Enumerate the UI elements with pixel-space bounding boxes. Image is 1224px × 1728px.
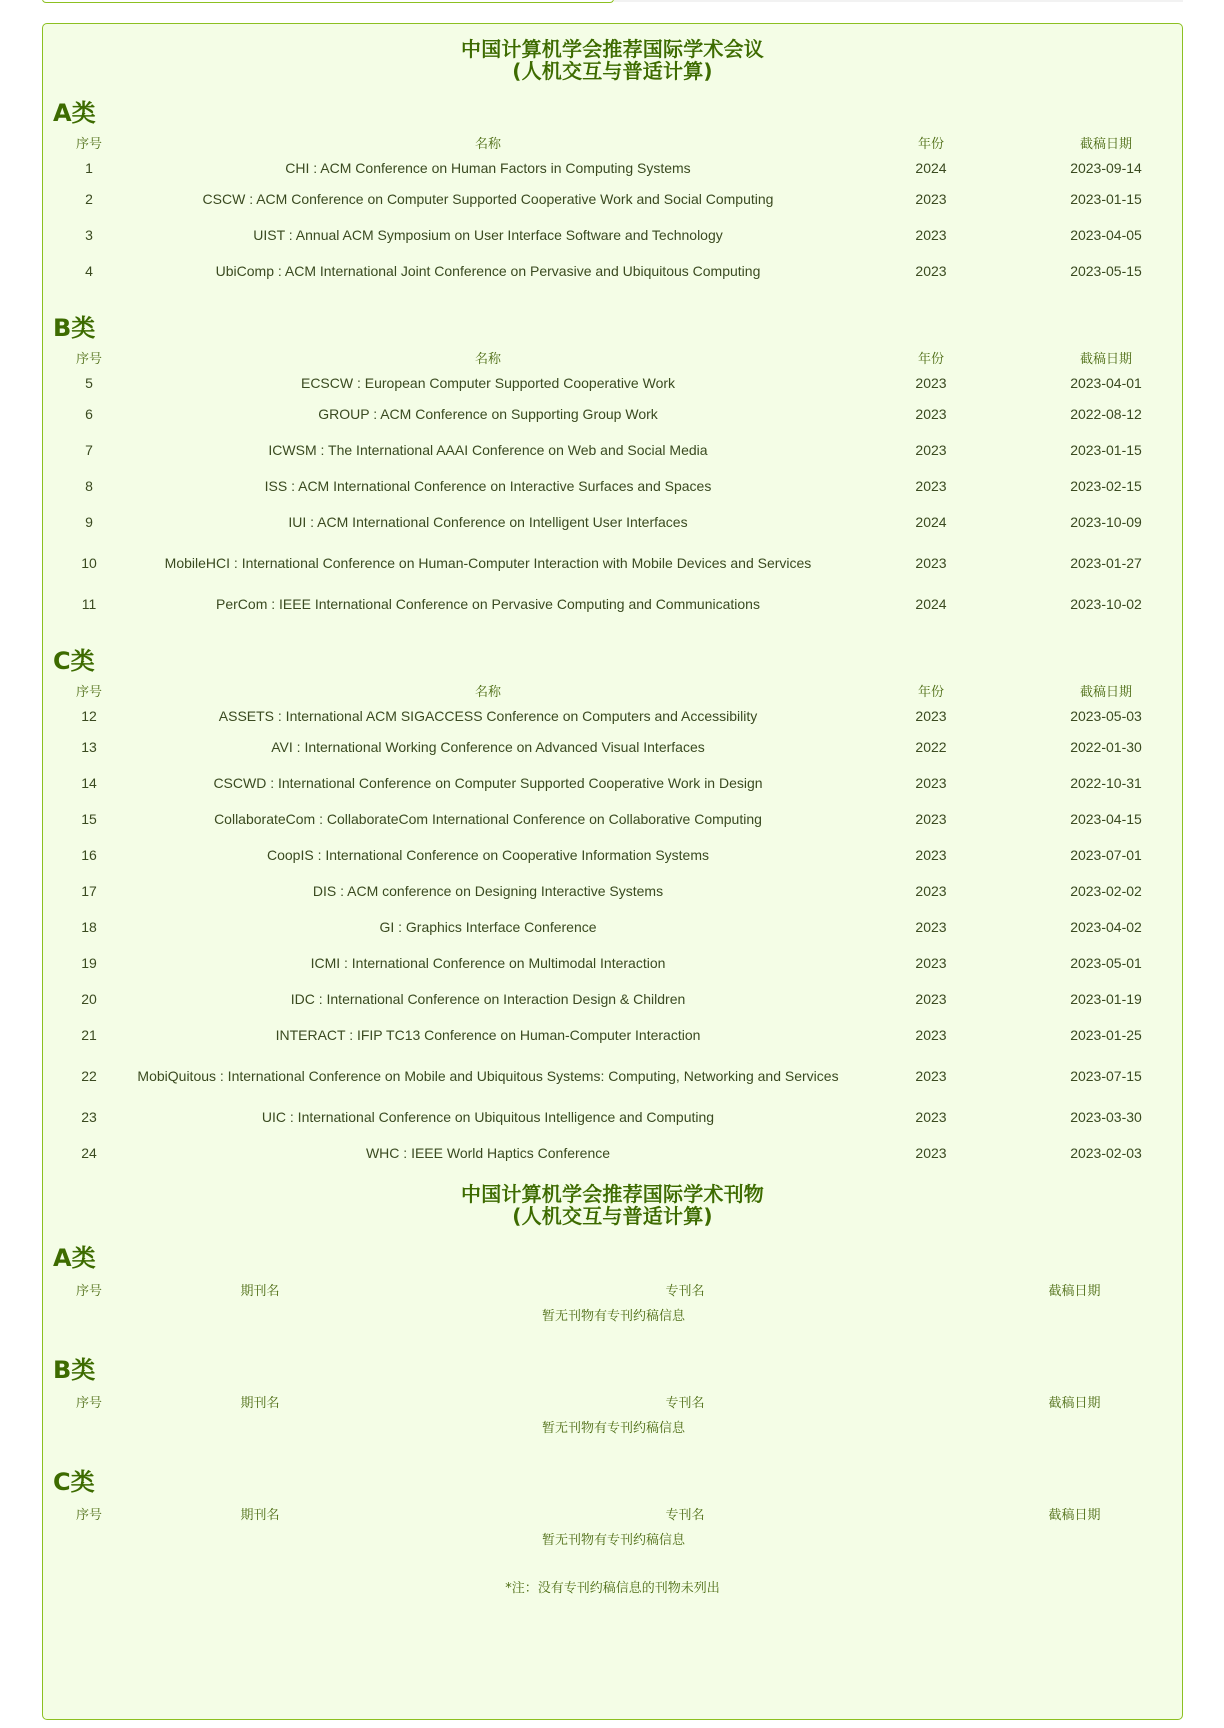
row-year: 2023 bbox=[915, 919, 947, 935]
row-name: ICWSM : The International AAAI Conference on Web and Social Media bbox=[268, 442, 708, 458]
row-year: 2023 bbox=[915, 847, 947, 863]
journal-section-title bbox=[53, 1183, 1172, 1227]
row-year: 2024 bbox=[915, 159, 947, 176]
row-name: DIS : ACM conference on Designing Interactive Systems bbox=[312, 883, 664, 899]
row-name: UIST : Annual ACM Symposium on User Interface Software and Technology bbox=[253, 227, 723, 243]
row-year: 2023 bbox=[915, 1068, 947, 1084]
row-name: INTERACT : IFIP TC13 Conference on Human-Computer Interaction bbox=[275, 1027, 701, 1043]
row-deadline: 2023-02-03 bbox=[1070, 1145, 1142, 1161]
row-year: 2023 bbox=[915, 374, 947, 391]
conference-table-b bbox=[53, 345, 1201, 622]
row-index: 7 bbox=[85, 442, 93, 458]
col-header-name: 名称 bbox=[474, 684, 501, 700]
row-deadline: 2023-05-03 bbox=[1070, 707, 1142, 724]
row-year: 2023 bbox=[915, 811, 947, 827]
table-row bbox=[53, 217, 1201, 253]
journal-category-b-heading: B类 bbox=[53, 1356, 96, 1384]
row-name: GI : Graphics Interface Conference bbox=[379, 919, 597, 935]
col-header-deadline: 截稿日期 bbox=[1079, 136, 1132, 152]
conference-title-line1: 中国计算机学会推荐国际学术会议 bbox=[461, 37, 764, 61]
col-header-index: 序号 bbox=[75, 1283, 102, 1299]
row-year: 2022 bbox=[915, 739, 947, 755]
col-header-name: 名称 bbox=[474, 136, 501, 152]
row-name: ASSETS : International ACM SIGACCESS Conference on Computers and Accessibility bbox=[218, 707, 758, 724]
row-index: 1 bbox=[85, 159, 93, 176]
row-deadline: 2023-05-01 bbox=[1070, 955, 1142, 971]
row-deadline: 2023-07-01 bbox=[1070, 847, 1142, 863]
row-index: 11 bbox=[81, 596, 97, 612]
row-name: GROUP : ACM Conference on Supporting Group Work bbox=[318, 406, 658, 422]
row-index: 4 bbox=[85, 263, 93, 279]
row-year: 2023 bbox=[915, 1145, 947, 1161]
table-row bbox=[53, 765, 1201, 801]
row-deadline: 2023-01-27 bbox=[1070, 555, 1142, 571]
row-deadline: 2023-04-05 bbox=[1070, 227, 1142, 243]
table-row bbox=[53, 504, 1201, 540]
row-name: CollaborateCom : CollaborateCom International Conference on Collaborative Computing bbox=[214, 811, 762, 827]
row-name: MobileHCI : International Conference on Human-Computer Interaction with Mobile Devices and Services bbox=[164, 555, 812, 571]
row-year: 2023 bbox=[915, 555, 947, 571]
table-row bbox=[53, 432, 1201, 468]
table-header-row bbox=[53, 1275, 1174, 1303]
row-name: IUI : ACM International Conference on Intelligent User Interfaces bbox=[288, 514, 688, 530]
conference-section-title bbox=[53, 38, 1172, 82]
col-header-journal: 期刊名 bbox=[240, 1283, 280, 1299]
row-name: CSCWD : International Conference on Computer Supported Cooperative Work in Design bbox=[213, 775, 763, 791]
col-header-name: 名称 bbox=[474, 351, 501, 367]
conference-category-c-heading: C类 bbox=[53, 647, 95, 675]
row-name: WHC : IEEE World Haptics Conference bbox=[365, 1145, 611, 1161]
row-index: 9 bbox=[85, 514, 93, 530]
table-header-row bbox=[53, 1387, 1174, 1415]
table-row bbox=[53, 909, 1201, 945]
journal-table-c bbox=[53, 1499, 1174, 1555]
row-name: ICMI : International Conference on Multimodal Interaction bbox=[310, 955, 666, 971]
table-header-row bbox=[53, 345, 1201, 369]
row-index: 24 bbox=[81, 1145, 97, 1161]
journal-table-b bbox=[53, 1387, 1174, 1443]
col-header-journal: 期刊名 bbox=[240, 1395, 280, 1411]
col-header-index: 序号 bbox=[75, 351, 102, 367]
journal-title-line1: 中国计算机学会推荐国际学术刊物 bbox=[461, 1182, 764, 1206]
row-deadline: 2023-07-15 bbox=[1070, 1068, 1142, 1084]
col-header-year: 年份 bbox=[917, 136, 944, 152]
row-name: CHI : ACM Conference on Human Factors in Computing Systems bbox=[285, 159, 691, 176]
row-name: UbiComp : ACM International Joint Conference on Pervasive and Ubiquitous Computing bbox=[215, 263, 761, 279]
col-header-index: 序号 bbox=[75, 1395, 102, 1411]
row-index: 2 bbox=[85, 191, 93, 207]
row-index: 15 bbox=[81, 811, 97, 827]
col-header-year: 年份 bbox=[917, 684, 944, 700]
row-deadline: 2023-09-14 bbox=[1070, 159, 1142, 176]
table-row bbox=[53, 1099, 1201, 1135]
row-index: 16 bbox=[81, 847, 97, 863]
row-year: 2023 bbox=[915, 442, 947, 458]
row-index: 19 bbox=[81, 955, 97, 971]
table-row bbox=[53, 1053, 1201, 1099]
empty-row bbox=[53, 1303, 1174, 1331]
conference-category-b-heading: B类 bbox=[53, 314, 96, 342]
row-index: 14 bbox=[81, 775, 97, 791]
empty-row bbox=[53, 1527, 1174, 1555]
col-header-year: 年份 bbox=[917, 351, 944, 367]
table-row bbox=[53, 729, 1201, 765]
table-row bbox=[53, 1135, 1201, 1171]
row-index: 23 bbox=[81, 1109, 97, 1125]
row-name: ISS : ACM International Conference on Interactive Surfaces and Spaces bbox=[264, 478, 712, 494]
row-deadline: 2022-10-31 bbox=[1070, 775, 1142, 791]
table-row bbox=[53, 801, 1201, 837]
row-index: 10 bbox=[81, 555, 97, 571]
empty-row bbox=[53, 1415, 1174, 1443]
row-year: 2023 bbox=[915, 263, 947, 279]
table-row bbox=[53, 154, 1201, 181]
previous-panel-bottom bbox=[42, 0, 614, 3]
table-row bbox=[53, 945, 1201, 981]
row-name: AVI : International Working Conference on Advanced Visual Interfaces bbox=[271, 739, 705, 755]
table-row bbox=[53, 396, 1201, 432]
row-name: PerCom : IEEE International Conference on Pervasive Computing and Communications bbox=[216, 596, 760, 612]
col-header-index: 序号 bbox=[75, 684, 102, 700]
row-index: 21 bbox=[81, 1027, 97, 1043]
journal-table-a bbox=[53, 1275, 1174, 1331]
col-header-deadline: 截稿日期 bbox=[1079, 684, 1132, 700]
row-year: 2024 bbox=[915, 514, 947, 530]
table-row bbox=[53, 181, 1201, 217]
table-row bbox=[53, 586, 1201, 622]
empty-message: 暂无刊物有专刊约稿信息 bbox=[541, 1533, 685, 1548]
table-row bbox=[53, 1017, 1201, 1053]
table-row bbox=[53, 873, 1201, 909]
row-year: 2023 bbox=[915, 1027, 947, 1043]
row-deadline: 2023-04-15 bbox=[1070, 811, 1142, 827]
row-deadline: 2022-01-30 bbox=[1070, 739, 1142, 755]
table-row bbox=[53, 369, 1201, 396]
row-year: 2023 bbox=[915, 883, 947, 899]
col-header-deadline: 截稿日期 bbox=[1048, 1507, 1101, 1523]
journal-category-c-heading: C类 bbox=[53, 1468, 95, 1496]
row-deadline: 2023-05-15 bbox=[1070, 263, 1142, 279]
row-deadline: 2023-01-19 bbox=[1070, 991, 1142, 1007]
row-name: CSCW : ACM Conference on Computer Supported Cooperative Work and Social Computing bbox=[202, 191, 774, 207]
row-index: 8 bbox=[85, 478, 93, 494]
row-index: 6 bbox=[85, 406, 93, 422]
row-name: ECSCW : European Computer Supported Cooperative Work bbox=[300, 374, 676, 391]
row-index: 5 bbox=[85, 374, 93, 391]
row-year: 2024 bbox=[915, 596, 947, 612]
table-row bbox=[53, 540, 1201, 586]
row-index: 22 bbox=[81, 1068, 97, 1084]
empty-message: 暂无刊物有专刊约稿信息 bbox=[541, 1421, 685, 1436]
table-row bbox=[53, 468, 1201, 504]
col-header-special-issue: 专刊名 bbox=[665, 1283, 705, 1299]
row-name: IDC : International Conference on Interaction Design & Children bbox=[290, 991, 686, 1007]
table-row bbox=[53, 702, 1201, 729]
col-header-deadline: 截稿日期 bbox=[1048, 1395, 1101, 1411]
row-index: 18 bbox=[81, 919, 97, 935]
table-row bbox=[53, 253, 1201, 289]
col-header-deadline: 截稿日期 bbox=[1048, 1283, 1101, 1299]
col-header-index: 序号 bbox=[75, 136, 102, 152]
conference-table-a bbox=[53, 130, 1201, 289]
row-deadline: 2023-01-15 bbox=[1070, 191, 1142, 207]
top-gray-bar bbox=[614, 0, 1183, 2]
col-header-index: 序号 bbox=[75, 1507, 102, 1523]
journal-category-a-heading: A类 bbox=[53, 1244, 96, 1272]
journal-title-line2: (人机交互与普适计算) bbox=[512, 1204, 713, 1228]
table-header-row bbox=[53, 678, 1201, 702]
col-header-special-issue: 专刊名 bbox=[665, 1507, 705, 1523]
row-deadline: 2023-01-25 bbox=[1070, 1027, 1142, 1043]
row-year: 2023 bbox=[915, 406, 947, 422]
row-deadline: 2023-04-01 bbox=[1070, 374, 1142, 391]
row-index: 17 bbox=[81, 883, 97, 899]
row-name: CoopIS : International Conference on Cooperative Information Systems bbox=[266, 847, 710, 863]
col-header-journal: 期刊名 bbox=[240, 1507, 280, 1523]
table-row bbox=[53, 837, 1201, 873]
row-name: UIC : International Conference on Ubiquitous Intelligence and Computing bbox=[261, 1109, 715, 1125]
row-deadline: 2023-03-30 bbox=[1070, 1109, 1142, 1125]
table-header-row bbox=[53, 1499, 1174, 1527]
conference-category-a-heading: A类 bbox=[53, 99, 96, 127]
row-year: 2023 bbox=[915, 775, 947, 791]
row-year: 2023 bbox=[915, 191, 947, 207]
row-year: 2023 bbox=[915, 707, 947, 724]
col-header-deadline: 截稿日期 bbox=[1079, 351, 1132, 367]
row-deadline: 2023-10-02 bbox=[1070, 596, 1142, 612]
col-header-special-issue: 专刊名 bbox=[665, 1395, 705, 1411]
empty-message: 暂无刊物有专刊约稿信息 bbox=[541, 1309, 685, 1324]
recommendation-panel bbox=[42, 23, 1183, 1720]
table-header-row bbox=[53, 130, 1201, 154]
conference-title-line2: (人机交互与普适计算) bbox=[512, 59, 713, 83]
row-year: 2023 bbox=[915, 1109, 947, 1125]
row-deadline: 2023-01-15 bbox=[1070, 442, 1142, 458]
row-year: 2023 bbox=[915, 227, 947, 243]
row-year: 2023 bbox=[915, 991, 947, 1007]
row-deadline: 2023-10-09 bbox=[1070, 514, 1142, 530]
row-name: MobiQuitous : International Conference on Mobile and Ubiquitous Systems: Computing, Networking and Services bbox=[137, 1068, 839, 1084]
row-deadline: 2023-04-02 bbox=[1070, 919, 1142, 935]
row-deadline: 2022-08-12 bbox=[1070, 406, 1142, 422]
row-index: 20 bbox=[81, 991, 97, 1007]
footnote: *注：没有专刊约稿信息的刊物未列出 bbox=[505, 1581, 720, 1596]
row-index: 12 bbox=[81, 707, 97, 724]
row-year: 2023 bbox=[915, 478, 947, 494]
conference-table-c bbox=[53, 678, 1201, 1171]
row-deadline: 2023-02-15 bbox=[1070, 478, 1142, 494]
row-index: 13 bbox=[81, 739, 97, 755]
table-row bbox=[53, 981, 1201, 1017]
row-year: 2023 bbox=[915, 955, 947, 971]
row-index: 3 bbox=[85, 227, 93, 243]
row-deadline: 2023-02-02 bbox=[1070, 883, 1142, 899]
